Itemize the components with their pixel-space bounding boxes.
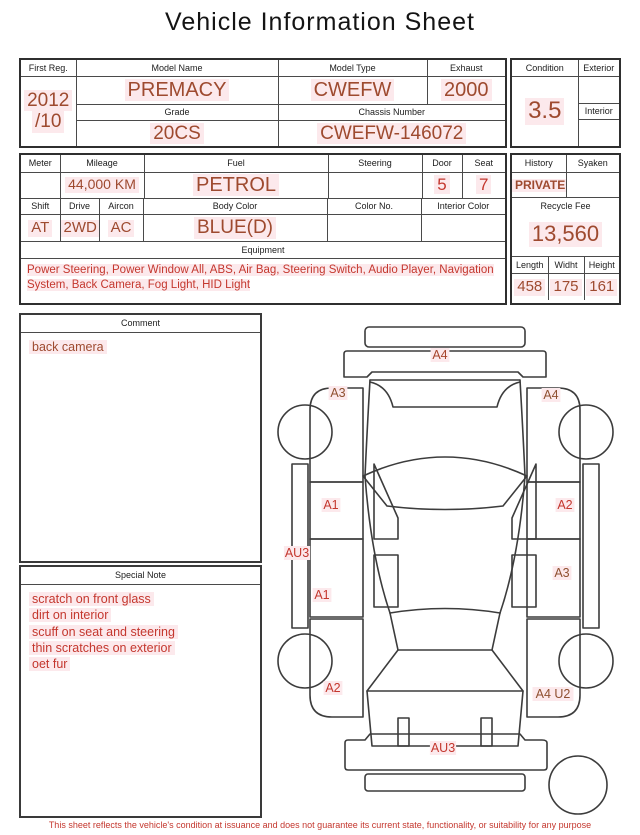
interior-color-label: Interior Color [421,199,505,215]
rear-bumper-strip [365,774,525,791]
right-rear-fender [527,619,580,717]
recycle-fee-value: 13,560 [512,214,619,257]
aircon-label: Aircon [99,199,143,215]
rear-right-wheel [559,634,613,688]
recycle-fee-label: Recycle Fee [540,200,591,211]
interior-color-value [421,215,505,242]
fuel-value: PETROL [144,172,328,198]
page-title: Vehicle Information Sheet [165,8,475,36]
fuel-label: Fuel [144,155,328,172]
exhaust-label: Exhaust [427,60,505,76]
comment-label: Comment [21,315,260,333]
steering-label: Steering [328,155,422,172]
hatch-panel [367,650,523,691]
damage-mark: A3 [554,566,570,580]
exterior-value [578,76,619,103]
cabin-left-edge [365,476,390,613]
damage-mark: A2 [325,681,341,695]
body-right-edge [520,380,525,476]
drive-label: Drive [60,199,99,215]
note-line: back camera [29,339,252,355]
note-line: scuff on seat and steering [29,624,252,640]
condition-label: Condition [512,60,578,76]
seat-label: Seat [462,155,505,172]
history-recycle-table [510,153,621,305]
syaken-label: Syaken [566,155,619,172]
color-no-label: Color No. [327,199,421,215]
width-value: 175 [548,274,584,300]
aircon-value: AC [99,215,143,242]
mileage-label: Mileage [60,155,144,172]
interior-value [578,119,619,146]
note-line: thin scratches on exterior [29,640,252,656]
special-note-label: Special Note [21,567,260,585]
top-info-table [19,58,507,148]
condition-table [510,58,621,148]
hatch-top [390,613,500,650]
roof [363,457,527,510]
damage-mark: A1 [323,498,339,512]
special-note-text [21,585,260,678]
left-front-window [374,464,398,539]
damage-mark: A4 U2 [535,687,571,701]
model-type-value: CWEFW [278,76,427,104]
drive-value: 2WD [60,215,99,242]
damage-marks-layer [284,348,575,755]
body-left-edge [365,380,370,476]
condition-value: 3.5 [512,76,578,146]
damage-mark: A2 [557,498,573,512]
damage-mark: A4 [543,388,559,402]
tailgate [367,691,523,746]
note-line: dirt on interior [29,607,252,623]
seat-value: 7 [462,172,505,198]
model-name-label: Model Name [76,60,278,76]
car-diagram [270,312,640,820]
history-value: PRIVATE [512,172,566,197]
model-name-value: PREMACY [76,76,278,104]
left-front-fender [310,388,363,482]
front-right-wheel [559,405,613,459]
equipment-value: Power Steering, Power Window All, ABS, Air Bag, Steering Switch, Audio Player, Navigation System, Back Camera, Fog Light, HID Light [27,264,494,291]
damage-mark: A3 [330,386,346,400]
body-color-label: Body Color [143,199,327,215]
grade-label: Grade [76,104,278,120]
front-bumper-strip [365,327,525,347]
body-color-value: BLUE(D) [143,215,327,242]
meter-value [21,172,60,198]
interior-label: Interior [578,103,619,119]
length-value: 458 [512,274,548,300]
model-type-label: Model Type [278,60,427,76]
length-label: Length [512,257,548,274]
spec-table [19,153,507,305]
first-reg-label: First Reg. [21,60,76,76]
comment-text [21,333,260,361]
meter-label: Meter [21,155,60,172]
rear-left-wheel [278,634,332,688]
width-label: Widht [548,257,584,274]
steering-value [328,172,422,198]
damage-mark: A4 [432,348,448,362]
height-value: 161 [584,274,619,300]
left-rear-door [310,539,363,617]
equipment-label: Equipment [21,242,505,259]
tailgate-notch-right [481,718,492,746]
spare-tire [549,756,607,814]
footer-disclaimer: This sheet reflects the vehicle's condition at issuance and does not guarantee its current state, functionality, or suitability for any purpose [48,820,592,830]
chassis-number-label: Chassis Number [278,104,505,120]
exterior-label: Exterior [578,60,619,76]
rear-window [390,609,500,614]
damage-mark: AU3 [430,741,456,755]
shift-value: AT [21,215,60,242]
right-sill [583,464,599,628]
height-label: Height [584,257,619,274]
shift-label: Shift [21,199,60,215]
right-rear-window [512,555,536,607]
history-label: History [512,155,566,172]
damage-mark: AU3 [284,546,310,560]
front-left-wheel [278,405,332,459]
exhaust-value: 2000 [427,76,505,104]
first-reg-value: 2012 /10 [21,76,76,146]
door-label: Door [422,155,462,172]
damage-mark: A1 [314,588,330,602]
note-line: scratch on front glass [29,591,252,607]
note-line: oet fur [29,656,252,672]
left-rear-fender [310,619,363,717]
tailgate-notch-left [398,718,409,746]
mileage-value: 44,000 KM [60,172,144,198]
comment-box [19,313,262,563]
color-no-value [327,215,421,242]
chassis-number-value: CWEFW-146072 [278,120,505,146]
windshield [370,382,520,407]
grade-value: 20CS [76,120,278,146]
door-value: 5 [422,172,462,198]
syaken-value [566,172,619,197]
special-note-box [19,565,262,818]
